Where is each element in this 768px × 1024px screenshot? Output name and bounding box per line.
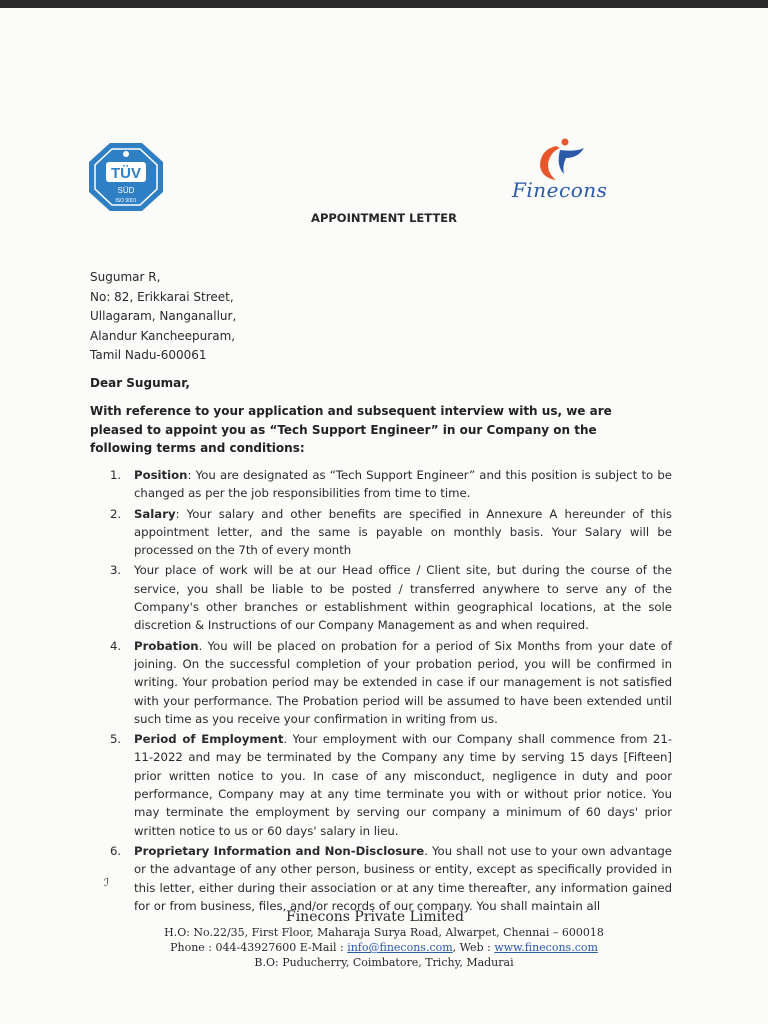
tuv-iso-text: ISO 9001 <box>115 198 137 204</box>
term-text: . You shall not use to your own advantage or the advantage of any other person, business or entity, except as specifically provided in this letter, either during their association or at any time thereafter, any information gained for or from business, files, and/or records of our company. You shall maintain all <box>134 843 672 913</box>
intro-paragraph: With reference to your application and subsequent interview with us, we are pleased to appoint you as “Tech Support Engineer” in our Company on the following terms and conditions: <box>90 404 612 455</box>
term-number: 6. <box>110 843 122 858</box>
term-item <box>90 561 672 634</box>
scan-top-edge <box>0 0 768 8</box>
term-item <box>90 842 672 915</box>
letterhead-footer <box>0 909 768 970</box>
ink-mark-icon: ℐ <box>104 876 110 889</box>
term-item <box>90 730 672 840</box>
term-item <box>90 505 672 560</box>
term-lead: Period of Employment <box>134 732 284 747</box>
term-text: : You are designated as “Tech Support Engineer” and this position is subject to be changed as per the job responsibilities from time to time. <box>134 468 672 501</box>
terms-list <box>90 466 672 917</box>
tuv-sud-logo <box>88 142 164 212</box>
footer-company-name: Finecons Private Limited <box>285 909 465 925</box>
footer-branch-offices: B.O: Puducherry, Coimbatore, Trichy, Madurai <box>254 956 514 969</box>
term-lead: Position <box>134 468 188 482</box>
term-text: . You will be placed on probation for a period of Six Months from your date of joining. On the successful completion of your probation period, you will be confirmed in writing. Your probation period may be extended in case if our management is not satisfied with your performance. The Probation period will be assumed to have been extended until such time as you receive your confirmation in writing from us. <box>134 638 672 726</box>
footer-email-link[interactable]: info@finecons.com <box>347 941 453 954</box>
term-number: 1. <box>110 468 122 482</box>
term-lead: Salary <box>134 506 176 521</box>
footer-web-label: , Web : <box>452 941 495 954</box>
term-number: 3. <box>110 563 122 578</box>
recipient-address <box>90 268 236 366</box>
finecons-brand-text: Finecons <box>512 178 608 202</box>
term-number: 5. <box>110 732 122 747</box>
term-number: 4. <box>110 638 122 653</box>
term-lead: Probation <box>134 638 199 653</box>
address-line: Sugumar R, <box>90 270 161 284</box>
term-text: Your place of work will be at our Head office / Client site, but during the course of the service, you shall be liable to be posted / transferred anywhere to serve any of the Company's other branches or establishment within geographical locations, at the sole discretion & Instructions of our Company Management as and when required. <box>134 563 672 633</box>
tuv-sub-text: SÜD <box>117 186 135 195</box>
footer-head-office: H.O: No.22/35, First Floor, Maharaja Surya Road, Alwarpet, Chennai – 600018 <box>164 926 604 939</box>
salutation: Dear Sugumar, <box>90 376 190 390</box>
address-line: No: 82, Erikkarai Street, <box>90 289 234 304</box>
address-line: Alandur Kancheepuram, <box>90 328 236 343</box>
term-item <box>90 466 672 503</box>
address-line: Ullagaram, Nanganallur, <box>90 309 237 323</box>
address-line: Tamil Nadu-600061 <box>90 348 207 362</box>
term-lead: Proprietary Information and Non-Disclosure <box>134 843 425 858</box>
term-item <box>90 637 672 728</box>
page-title: APPOINTMENT LETTER <box>311 211 457 225</box>
tuv-text: TÜV <box>111 165 141 182</box>
term-number: 2. <box>110 506 122 521</box>
footer-web-link[interactable]: www.finecons.com <box>494 941 598 954</box>
term-text: . Your employment with our Company shall commence from 21-11-2022 and may be terminated by the Company any time by serving 15 days [Fifteen] prior written notice to you. In case of any misconduct, negligence in duty and poor performance, Company may at any time terminate you with or without prior notice. You may terminate the employment by serving our company a minimum of 60 days' prior written notice to us or 60 days' salary in lieu. <box>134 732 672 838</box>
footer-contact <box>0 940 768 955</box>
footer-phone: Phone : 044-43927600 E-Mail : <box>170 941 348 954</box>
term-text: : Your salary and other benefits are specified in Annexure A hereunder of this appointment letter, and the same is payable on monthly basis. Your Salary will be processed on the 7th of every month <box>134 506 672 558</box>
